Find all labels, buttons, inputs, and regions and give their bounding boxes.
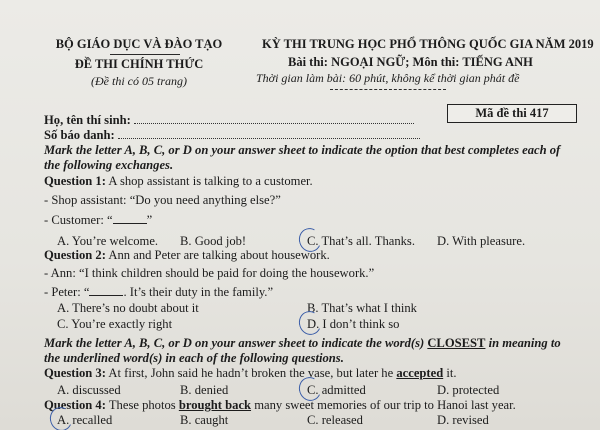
exam-code-box: Mã đề thi 417 <box>447 104 577 123</box>
instruction-1-line-1: Mark the letter A, B, C, or D on your answer sheet to indicate the option that best completes each of <box>44 143 561 157</box>
registration-number-field[interactable] <box>44 128 420 143</box>
question-3-label: Question 3: <box>44 366 106 380</box>
question-4 <box>44 398 516 413</box>
q4-option-d[interactable]: D. revised <box>437 413 489 427</box>
q3-option-d[interactable]: D. protected <box>437 383 500 397</box>
q3-option-a[interactable]: A. discussed <box>57 383 121 397</box>
q1-option-c[interactable]: C. That’s all. Thanks. <box>307 234 415 248</box>
instruction-2-keyword: CLOSEST <box>427 336 486 350</box>
candidate-name-field[interactable] <box>44 113 414 128</box>
q2-option-b[interactable]: B. That’s what I think <box>307 301 417 315</box>
q4-option-c[interactable]: C. released <box>307 413 363 427</box>
instruction-2-line-2: the underlined word(s) in each of the following questions. <box>44 351 344 365</box>
question-3-pre: At first, John said he hadn’t broken the vase, but later he <box>105 366 397 380</box>
instruction-2-post: in meaning to <box>485 336 561 350</box>
q4-option-b[interactable]: B. caught <box>180 413 229 427</box>
question-2-text: Ann and Peter are talking about housework. <box>105 248 330 262</box>
ministry-rule <box>110 54 180 55</box>
q2-option-d[interactable]: D. I don’t think so <box>307 317 400 331</box>
question-1 <box>44 174 313 189</box>
q4-option-a[interactable]: A. recalled <box>57 413 113 427</box>
answer-blank <box>113 213 147 224</box>
question-2 <box>44 248 330 263</box>
question-3-underlined: accepted <box>396 366 444 380</box>
question-1-line-2 <box>44 213 152 228</box>
ministry-name: BỘ GIÁO DỤC VÀ ĐÀO TẠO <box>55 37 223 51</box>
subject-value: NGOẠI NGỮ <box>331 55 406 69</box>
question-2-label: Question 2: <box>44 248 106 262</box>
test-label: ; Môn thi: <box>405 55 463 69</box>
q3-option-b[interactable]: B. denied <box>180 383 229 397</box>
time-allowed: Thời gian làm bài: 60 phút, không kể thời gian phát đề <box>256 71 520 85</box>
q1-option-a[interactable]: A. You’re welcome. <box>57 234 159 248</box>
question-1-label: Question 1: <box>44 174 106 188</box>
registration-number-label: Số báo danh: <box>44 128 115 142</box>
question-4-post: many sweet memories of our trip to Hanoi last year. <box>251 398 516 412</box>
registration-number-line[interactable] <box>118 128 420 139</box>
subject-label: Bài thi: <box>288 55 332 69</box>
q3-option-c[interactable]: C. admitted <box>307 383 366 397</box>
candidate-name-label: Họ, tên thí sinh: <box>44 113 131 127</box>
q1-option-d[interactable]: D. With pleasure. <box>437 234 526 248</box>
question-2-line-1: - Ann: “I think children should be paid for doing the housework.” <box>44 266 375 280</box>
question-2-line-2 <box>44 285 273 300</box>
instruction-2-line-1 <box>44 336 561 351</box>
q1-option-b[interactable]: B. Good job! <box>180 234 247 248</box>
exam-title: KỲ THI TRUNG HỌC PHỔ THÔNG QUỐC GIA NĂM 2019 <box>262 37 594 51</box>
question-3-post: it. <box>443 366 457 380</box>
page-count-note: (Đề thi có 05 trang) <box>91 74 187 88</box>
candidate-name-line[interactable] <box>134 113 414 124</box>
header-rule <box>330 89 446 90</box>
answer-blank <box>89 285 123 296</box>
instruction-1-line-2: the following exchanges. <box>44 158 174 172</box>
instruction-2-pre: Mark the letter A, B, C, or D on your answer sheet to indicate the word(s) <box>44 336 428 350</box>
official-exam-label: ĐỀ THI CHÍNH THỨC <box>74 57 204 71</box>
question-4-pre: These photos <box>105 398 179 412</box>
question-3 <box>44 366 457 381</box>
question-2-line-2-post: . It’s their duty in the family.” <box>123 285 274 299</box>
question-1-text: A shop assistant is talking to a customer. <box>105 174 313 188</box>
q2-option-a[interactable]: A. There’s no doubt about it <box>57 301 199 315</box>
question-1-line-2-post: ” <box>146 213 153 227</box>
question-1-line-1: - Shop assistant: “Do you need anything else?” <box>44 193 281 207</box>
question-2-line-2-pre: - Peter: “ <box>44 285 90 299</box>
question-4-underlined: brought back <box>178 398 252 412</box>
test-value: TIẾNG ANH <box>462 55 533 69</box>
question-1-line-2-pre: - Customer: “ <box>44 213 113 227</box>
question-4-label: Question 4: <box>44 398 106 412</box>
subject-line <box>288 55 533 70</box>
q2-option-c[interactable]: C. You’re exactly right <box>57 317 173 331</box>
